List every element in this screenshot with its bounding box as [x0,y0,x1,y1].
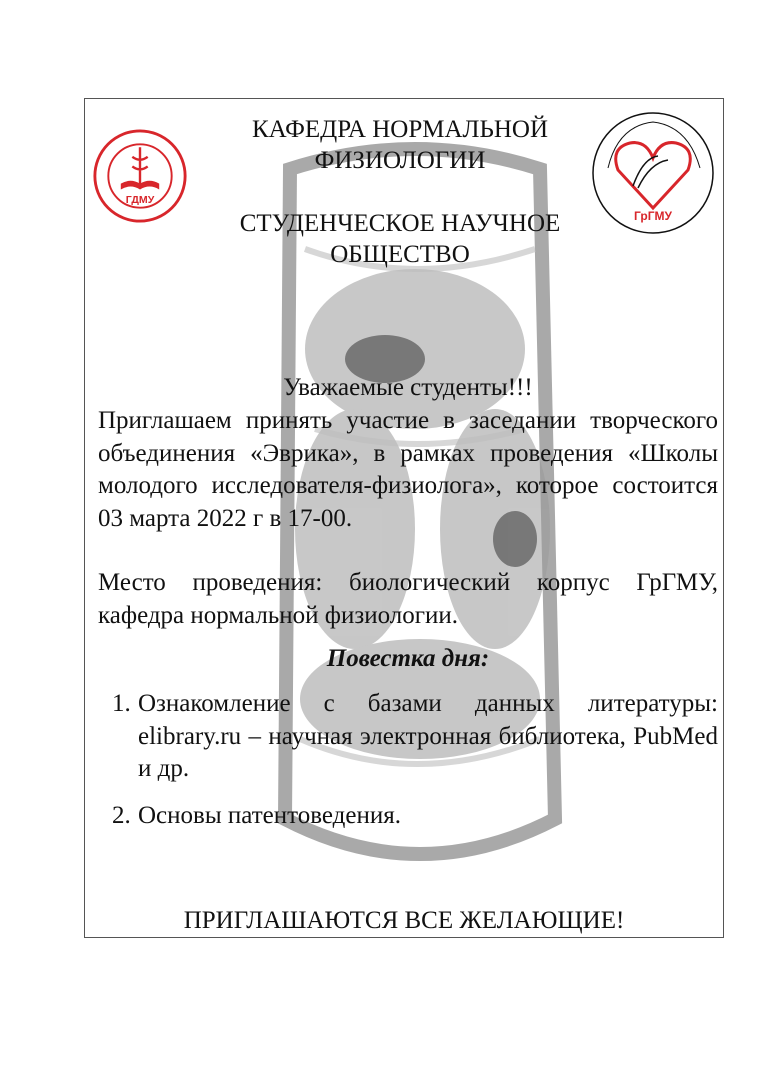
agenda-title: Повестка дня: [326,645,490,672]
department-title: КАФЕДРА НОРМАЛЬНОЙ ФИЗИОЛОГИИ [251,116,548,174]
footer-invitation: ПРИГЛАШАЮТСЯ ВСЕ ЖЕЛАЮЩИЕ! [183,907,625,934]
svg-text:ГрГМУ: ГрГМУ [634,209,672,223]
agenda-item-text: Ознакомление с базами данных литературы: elibrary.ru – научная электронная библиотека, PubMed и др. [138,690,718,782]
agenda-item [112,688,718,786]
greeting: Уважаемые студенты!!! [283,374,533,401]
agenda-item [112,800,718,833]
invitation-text: Приглашаем принять участие в заседании творческого объединения «Эврика», в рамках проведения «Школы молодого исследователя-физиолога», которое состоится 03 марта 2022 г в 17-00. [98,407,718,532]
society-title: СТУДЕНЧЕСКОЕ НАУЧНОЕ ОБЩЕСТВО [239,210,561,268]
agenda-item-number: 1. [112,690,131,717]
agenda-item-number: 2. [112,802,131,829]
agenda-item-text: Основы патентоведения. [138,802,401,829]
gdmu-logo [92,128,188,224]
grgmu-physiology-logo [588,108,718,238]
venue-text: Место проведения: биологический корпус ГрГМУ, кафедра нормальной физиологии. [98,569,718,629]
svg-text:ГДМУ: ГДМУ [125,193,155,206]
